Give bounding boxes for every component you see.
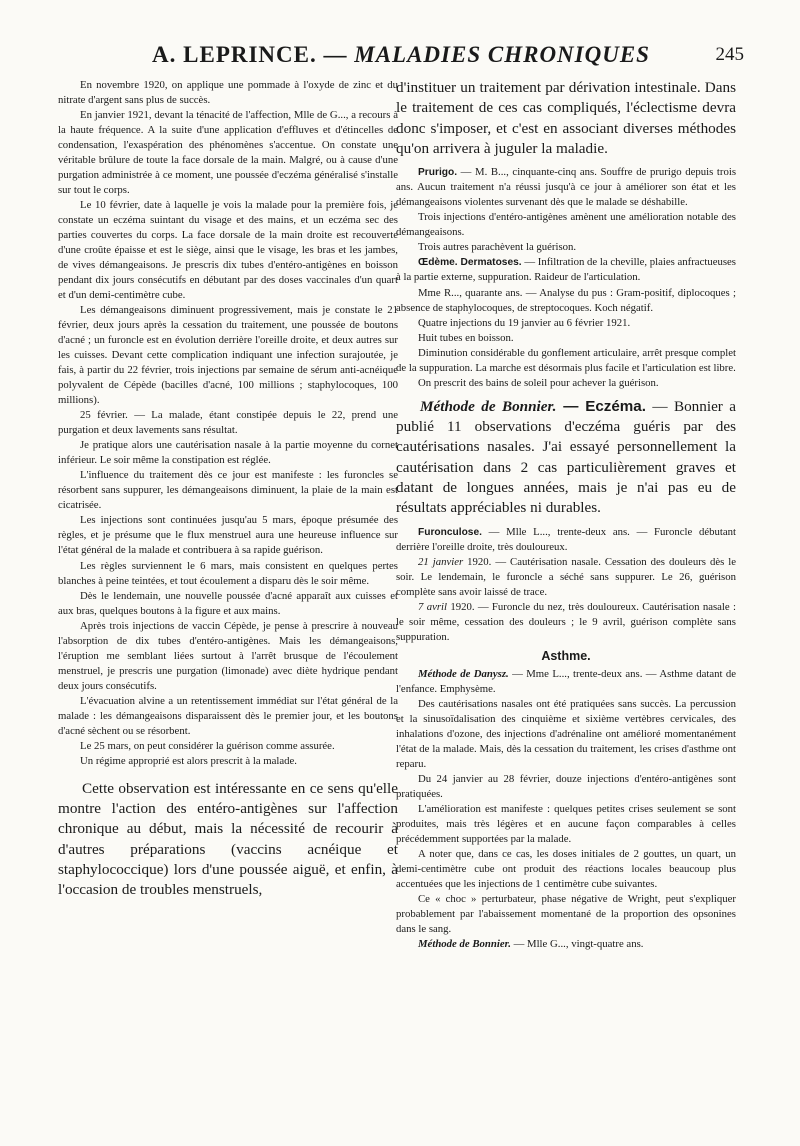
paragraph: Huit tubes en boisson. — [418, 331, 514, 344]
danysz-paragraph: Méthode de Danysz. — Mme L..., trente-deux ans. — Asthme datant de l'enfance. Emphysème. — [396, 667, 737, 695]
paragraph: Du 24 janvier au 28 février, douze injections d'entéro-antigènes sont pratiquées. — [396, 772, 736, 800]
paragraph: Les injections sont continuées jusqu'au 5 mars, époque présumée des règles, et je présume que le flux menstruel aura une heureuse influence sur l'état général de la malade et contribuera à sa rapide guérison. — [58, 514, 398, 557]
paragraph: A noter que, dans ce cas, les doses initiales de 2 gouttes, un quart, un demi-centimètre cube ont produit des réactions locales beaucoup plus accentuées que les injections de 1 centimètre cube suivantes. — [396, 847, 736, 891]
paragraph: 21 janvier 1920. — Cautérisation nasale. Cessation des douleurs dès le soir. Le lendemain, le furoncle a séché sans suppurer. Le 26, guérison complète sans avoir laissé de trace. — [396, 555, 737, 598]
bonnier-paragraph: Méthode de Bonnier. — Eczéma. — Bonnier a publié 11 observations d'eczéma guéris par des cautérisations nasales. J'ai essayé personnellement la cautérisation dans 2 cas particulièrement graves et datant de longues années, mais je n'ai pas eu de résultats appréciables ni durables. — [396, 397, 736, 517]
paragraph: Le 25 mars, on peut considérer la guérison comme assurée. — [80, 739, 335, 752]
paragraph: Diminution considérable du gonflement articulaire, arrêt presque complet de la suppuration. La marche est désormais plus facile et l'articulation est libre. — [396, 346, 736, 374]
paragraph: Un régime approprié est alors prescrit à la malade. — [80, 754, 297, 767]
running-title — [58, 42, 744, 68]
paragraph: Après trois injections de vaccin Cépède, je pense à prescrire à nouveau l'absorption de dix tubes d'entéro-antigènes. Mais les démangeaisons, l'éruption me semblant liées surtout à l'arrêt brusque de l'écoulement menstruel, je prescris une purgation (limonade) avec diète hydrique pendant deux jours consécutifs. — [58, 619, 398, 692]
paragraph: Trois injections d'entéro-antigènes amènent une amélioration notable des démangeaisons. — [396, 211, 736, 239]
paragraph: Les règles surviennent le 6 mars, mais consistent en quelques pertes blanches à peine teintées, et tout écoulement a disparu dès le soir même. — [58, 559, 398, 587]
bonnier-method-heading: Méthode de Bonnier. — [418, 938, 511, 951]
conclusion-paragraph: Cette observation est intéressante en ce sens qu'elle montre l'action des entéro-antigènes sur l'affection chronique au début, mais la nécessité de recourir à d'autres préparations (vaccins acnéique et staphylococcique) lors d'une poussée aiguë, et enfin, à l'occasion de troubles menstruels, — [58, 779, 398, 899]
running-header — [58, 42, 744, 72]
header-author: A. LEPRINCE. — — [152, 42, 355, 67]
bonnier-last-paragraph: Méthode de Bonnier. — Mlle G..., vingt-quatre ans. — [418, 938, 644, 951]
header-title: MALADIES CHRONIQUES — [354, 42, 650, 67]
danysz-heading: Méthode de Danysz. — [418, 667, 509, 680]
paragraph: Le 10 février, date à laquelle je vois la malade pour la première fois, je constate un eczéma suintant du visage et des mains, et un eczéma sec des parties couvertes du corps. La face dorsale de la main droite est recouverte d'une croûte épaisse et est le siège, ainsi que le visage, les bras et les jambes, de vives démangeaisons. Je prescris dix tubes d'entéro-antigènes en boisson pendant dix jours consécutifs en débutant par des doses vaccinales d'un quart et d'un demi-centimètre cube. — [58, 199, 398, 302]
bonnier-heading: Méthode de Bonnier. — [420, 397, 557, 415]
paragraph: L'influence du traitement dès ce jour est manifeste : les furoncles se résorbent sans suppurer, les démangeaisons diminuent, la plaie de la main est cicatrisée. — [58, 469, 398, 512]
paragraph: En novembre 1920, on applique une pommade à l'oxyde de zinc et du nitrate d'argent sans plus de succès. — [58, 79, 398, 107]
paragraph: Des cautérisations nasales ont été pratiquées sans succès. La percussion et la sinusoïdalisation des cinquième et sixième vertèbres cervicales, des inhalations d'ozone, des injections d'adrénaline ont amélioré momentanément l'état de la malade. Mais, dès la cessation du traitement, les crises d'asthme ont reparu. — [396, 697, 736, 770]
asthme-heading: Asthme. — [541, 648, 591, 663]
page-number: 245 — [715, 44, 744, 65]
paragraph: On prescrit des bains de soleil pour achever la guérison. — [418, 376, 659, 389]
paragraph: Dès le lendemain, une nouvelle poussée d'acné apparaît aux cuisses et aux bras, quelques boutons à la figure et aux mains. — [58, 589, 398, 617]
prurigo-paragraph: Prurigo. — M. B..., cinquante-cinq ans. Souffre de prurigo depuis trois ans. Aucun traitement n'a réussi jusqu'à ce jour à améliorer son état et les démangeaisons violentes survenant dès que le malade se déshabille. — [396, 166, 736, 209]
right-column — [396, 78, 736, 952]
paragraph: L'évacuation alvine a un retentissement immédiat sur l'état général de la malade : les démangeaisons disparaissent dès le premier jour, et les boutons d'acné sèchent ou se résorbent. — [58, 694, 398, 737]
paragraph: 25 février. — La malade, étant constipée depuis le 22, prend une purgation et deux lavements sans résultat. — [58, 409, 398, 437]
paragraph: Trois autres parachèvent la guérison. — [418, 241, 577, 254]
oedeme-paragraph: Œdème. Dermatoses. — Infiltration de la cheville, plaies anfractueuses à la partie externe, suppuration. Raideur de l'articulation. — [396, 256, 736, 284]
conclusion-continued: d'instituer un traitement par dérivation intestinale. Dans le traitement de ces cas compliqués, l'éclectisme devra donc s'imposer, et c'est en associant diverses méthodes qu'on arrivera à juguler la maladie. — [396, 79, 736, 158]
eczema-heading: — Eczéma. — [556, 397, 646, 415]
furonculose-paragraph: Furonculose. — Mlle L..., trente-deux ans. — Furoncle débutant derrière l'oreille droite, très douloureux. — [396, 525, 736, 553]
paragraph: Mme R..., quarante ans. — Analyse du pus : Gram-positif, diplocoques ; absence de staphylocoques, de streptocoques. Koch négatif. — [396, 286, 736, 314]
paragraph: Les démangeaisons diminuent progressivement, mais je constate le 21 février, deux jours après la cessation du traitement, une poussée de boutons d'acné ; un furoncle est en évolution derrière l'oreille droite, et deux autres sur les cuisses. Devant cette complication indiquant une infection surajoutée, je fais, à partir du 22 février, trois injections par semaine de sérum anti-acnéique polyvalent de Cépède (bacilles d'acné, 100 millions ; staphylocoques, 100 millions). — [58, 304, 398, 407]
prurigo-heading: Prurigo. — [418, 167, 458, 179]
paragraph: En janvier 1921, devant la ténacité de l'affection, Mlle de G..., a recours à la haute fréquence. A la suite d'une application d'effluves et d'étincelles de condensation, l'exaspération des phénomènes s'accentue. On constate une véritable brûlure de toute la face dorsale de la main. Malgré, ou à cause d'une purgation administrée à ce moment, une poussée d'eczéma généralisé s'installe sur tout le corps. — [58, 109, 398, 197]
oedeme-heading: Œdème. Dermatoses. — [418, 257, 522, 269]
paragraph: 7 avril 1920. — Furoncle du nez, très douloureux. Cautérisation nasale : le soir même, cessation des douleurs ; le 9 avril, guérison complète sans suppuration. — [396, 600, 736, 643]
paragraph: Quatre injections du 19 janvier au 6 février 1921. — [418, 316, 631, 329]
furonculose-heading: Furonculose. — [418, 526, 482, 538]
paragraph: Je pratique alors une cautérisation nasale à la partie moyenne du cornet inférieur. Le soir même la constipation est réglée. — [58, 439, 398, 467]
paragraph: L'amélioration est manifeste : quelques petites crises seulement se sont produites, mais très légères et en aucune façon comparables à celles précédemment supportées par la malade. — [396, 802, 736, 845]
paragraph: Ce « choc » perturbateur, phase négative de Wright, peut s'expliquer probablement par l'abaissement momentané de la proportion des opsonines dans le sang. — [396, 893, 736, 936]
left-column — [58, 78, 398, 901]
